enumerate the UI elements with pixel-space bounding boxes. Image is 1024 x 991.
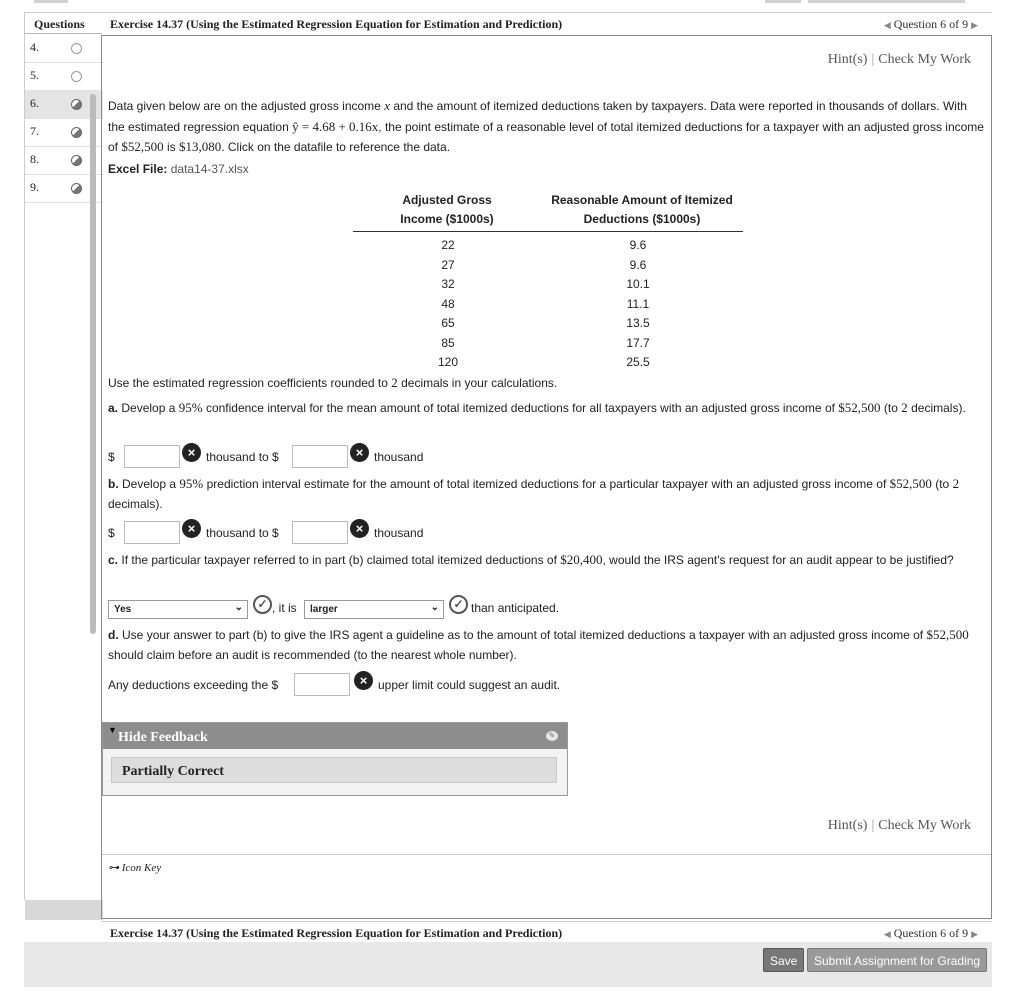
question-item[interactable]	[25, 63, 103, 91]
correct-check-icon: ✓	[253, 595, 272, 614]
key-icon: ⊶	[108, 862, 119, 874]
question-counter: Question 6 of 9	[893, 926, 969, 940]
questions-scrollbar[interactable]	[90, 94, 96, 634]
hints-link[interactable]: Hint(s)	[827, 52, 868, 67]
excel-file-label: Excel File:	[108, 162, 168, 176]
answered-status-icon	[71, 155, 82, 166]
exercise-title: Exercise 14.37 (Using the Estimated Regression Equation for Estimation and Prediction)	[110, 17, 563, 31]
feedback-panel	[102, 722, 568, 796]
prev-question-icon[interactable]: ◀	[883, 929, 891, 939]
next-question-icon[interactable]: ▶	[971, 929, 978, 939]
exercise-footer-header	[101, 921, 992, 943]
table-header-deductions: Reasonable Amount of Itemized Deductions ($1000s)	[551, 193, 733, 226]
part-c-answer: Yes ⌄ ✓ , it is larger ⌄ ✓ than anticipated.	[108, 599, 588, 623]
question-number: 9.	[30, 180, 39, 194]
part-d-question: d. Use your answer to part (b) to give the IRS agent a guideline as to the amount of total itemized deductions a taxpayer with an adjusted gross income of $52,500 should claim before an audit is recommended (to the nearest whole number).	[108, 627, 969, 662]
table-cell-income: 27	[441, 257, 455, 272]
feedback-toggle[interactable]	[103, 723, 567, 749]
part-d-answer: Any deductions exceeding the $ × upper limit could suggest an audit.	[108, 673, 608, 697]
question-number: 5.	[30, 68, 39, 82]
table-cell-deductions: 10.1	[626, 277, 650, 291]
excel-file-line	[108, 160, 986, 180]
icon-key-link[interactable]: ⊶ Icon Key	[108, 862, 162, 874]
regression-equation: ŷ = 4.68 + 0.16x	[292, 118, 379, 134]
correct-check-icon: ✓	[449, 595, 468, 614]
part-b-question: b. Develop a 95% prediction interval estimate for the amount of total itemized deductions for a particular taxpayer with an adjusted gross income of $52,500 (to 2 decimals).	[108, 476, 960, 511]
incorrect-icon: ×	[182, 519, 201, 538]
hints-link[interactable]: Hint(s)	[827, 818, 868, 833]
hint-bar-bottom: Hint(s) | Check My Work	[827, 818, 971, 833]
unanswered-status-icon	[71, 43, 82, 54]
part-b-lower-input[interactable]	[124, 521, 180, 544]
table-cell-deductions: 17.7	[626, 335, 650, 350]
table-cell-income: 120	[437, 355, 459, 369]
table-cell-income: 32	[441, 277, 455, 291]
unanswered-status-icon	[71, 71, 82, 82]
table-cell-deductions: 13.5	[626, 316, 650, 330]
table-cell-deductions: 9.6	[629, 257, 647, 272]
check-my-work-link[interactable]: Check My Work	[878, 818, 971, 833]
chevron-down-icon: ⌄	[430, 602, 439, 613]
part-c-comparison-select[interactable]: larger ⌄	[304, 600, 444, 619]
part-a-lower-input[interactable]	[124, 445, 180, 468]
part-c-yes-no-select[interactable]: Yes ⌄	[108, 600, 248, 619]
prev-question-icon[interactable]: ◀	[883, 20, 891, 30]
assignment-footer	[24, 942, 992, 987]
exercise-header	[101, 12, 992, 36]
part-a-answer: $ × thousand to $ × thousand	[108, 445, 508, 469]
questions-header: Questions	[25, 12, 102, 34]
incorrect-icon: ×	[350, 443, 369, 462]
pencil-icon: ✎	[546, 731, 558, 741]
exercise-title-bottom: Exercise 14.37 (Using the Estimated Regression Equation for Estimation and Prediction)	[110, 926, 563, 940]
part-c-question: c. If the particular taxpayer referred to in part (b) claimed total itemized deductions of $20,400, would the IRS agent's request for an audit appear to be justified?	[108, 552, 954, 567]
table-cell-income: 22	[441, 238, 455, 252]
excel-file-link[interactable]: data14-37.xlsx	[170, 162, 249, 176]
part-b-upper-input[interactable]	[292, 521, 348, 544]
answered-status-icon	[71, 183, 82, 194]
part-b-answer: $ × thousand to $ × thousand	[108, 521, 508, 545]
question-number: 7.	[30, 124, 39, 138]
table-cell-income: 65	[441, 316, 455, 330]
part-d-input[interactable]	[294, 673, 350, 696]
table-header-income: Adjusted Gross Income ($1000s)	[400, 193, 494, 226]
table-cell-deductions: 9.6	[629, 238, 647, 252]
submit-assignment-button[interactable]: Submit Assignment for Grading	[807, 948, 987, 972]
rounding-instruction: Use the estimated regression coefficients rounded to 2 decimals in your calculations.	[108, 375, 558, 390]
icon-key-section	[102, 854, 991, 874]
feedback-status-box	[111, 757, 557, 783]
hide-feedback-label: Hide Feedback	[118, 730, 208, 745]
incorrect-icon: ×	[350, 519, 369, 538]
question-content	[101, 35, 992, 919]
incorrect-icon: ×	[182, 443, 201, 462]
part-a-question: a. Develop a 95% confidence interval for the mean amount of total itemized deductions for all taxpayers with an adjusted gross income of $52,500 (to 2 decimals).	[108, 400, 966, 415]
part-a-upper-input[interactable]	[292, 445, 348, 468]
question-number: 6.	[30, 96, 39, 110]
question-item[interactable]	[25, 35, 103, 63]
answered-status-icon	[71, 99, 82, 110]
table-cell-income: 85	[441, 335, 455, 350]
next-question-icon[interactable]: ▶	[971, 20, 978, 30]
check-my-work-link[interactable]: Check My Work	[878, 52, 971, 67]
triangle-down-icon: ▼	[108, 725, 117, 735]
question-number: 4.	[30, 40, 39, 54]
question-nav	[884, 17, 978, 32]
problem-statement: Data given below are on the adjusted gross income x and the amount of itemized deductions taken by taxpayers. Data were reported in thousands of dollars. With the estimated regression equation ŷ = 4.68 + 0.16x, the point estimate of a reasonable level of total itemized deductions for a taxpayer with an adjusted gross income of $52,500 is $13,080. Click on the datafile to reference the data.	[108, 98, 984, 154]
question-nav-bottom	[884, 926, 978, 941]
save-button[interactable]: Save	[763, 948, 804, 972]
question-counter: Question 6 of 9	[893, 17, 969, 31]
table-cell-deductions: 25.5	[626, 355, 650, 369]
question-number: 8.	[30, 152, 39, 166]
questions-panel	[24, 12, 102, 900]
feedback-status: Partially Correct	[122, 764, 224, 779]
table-cell-income: 48	[441, 296, 455, 311]
table-cell-deductions: 11.1	[626, 296, 650, 311]
chevron-down-icon: ⌄	[234, 602, 243, 613]
incorrect-icon: ×	[354, 671, 373, 690]
hint-bar-top: Hint(s) | Check My Work	[827, 52, 971, 67]
answered-status-icon	[71, 127, 82, 138]
